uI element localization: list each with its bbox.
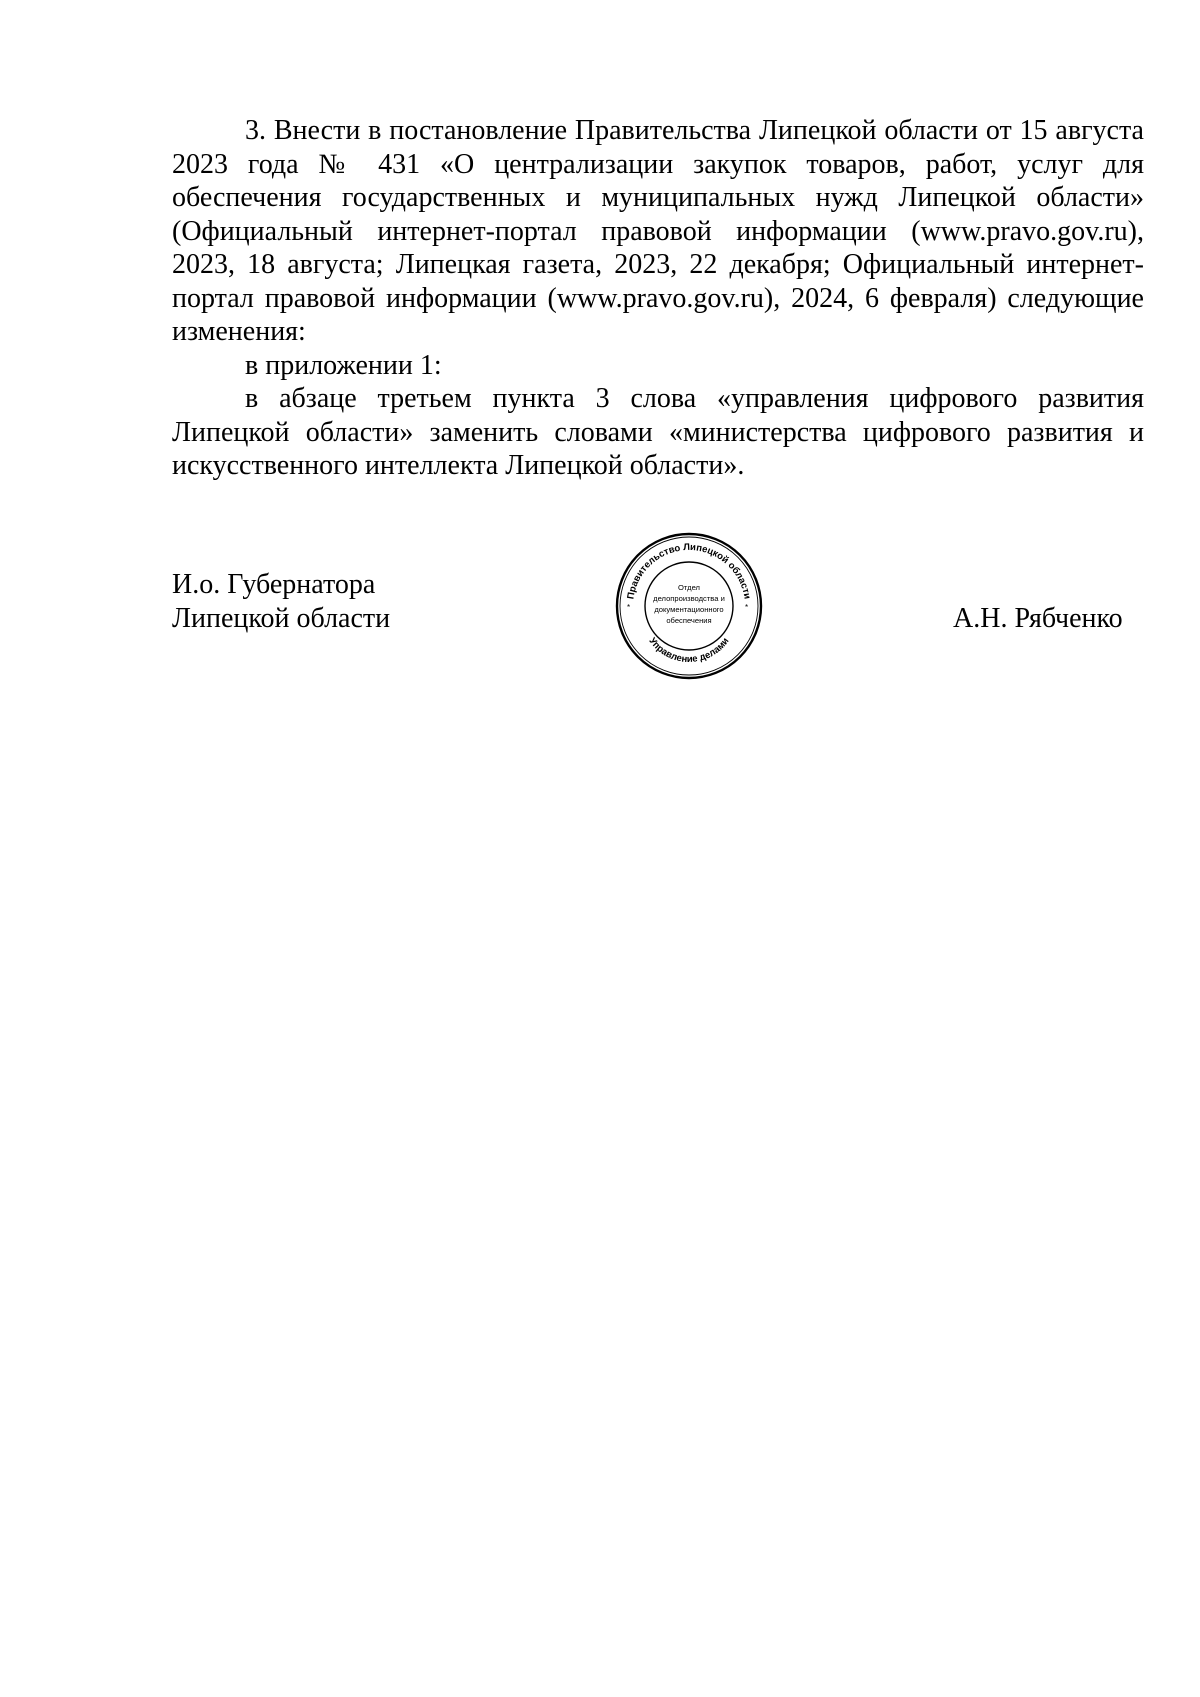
paragraph-amendment: 3. Внести в постановление Правительства Липецкой области от 15 августа 2023 года № 431 «О централизации закупок товаров, работ, услуг для обеспечения государственных и муниципальных нужд Липецкой области» (Официальный интернет-портал правовой информации (www.pravo.gov.ru), 2023, 18 августа; Липецкая газета, 2023, 22 декабря; Официальный интернет-портал правовой информации (www.pravo.gov.ru), 2024, 6 февраля) следующие изменения: bbox=[172, 115, 1144, 347]
signatory-position-line2: Липецкой области bbox=[172, 602, 391, 634]
stamp-bottom-text: Управление делами bbox=[646, 635, 732, 666]
signatory-position bbox=[172, 568, 390, 635]
official-stamp bbox=[613, 530, 765, 682]
signatory-position-line1: И.о. Губернатора bbox=[172, 569, 376, 600]
stamp-center-line2: делопроизводства и bbox=[653, 594, 725, 603]
document-body bbox=[172, 114, 1144, 483]
paragraph-appendix: в приложении 1: bbox=[245, 349, 442, 381]
svg-text:*: * bbox=[627, 603, 631, 612]
stamp-center-line3: документационного bbox=[654, 605, 724, 614]
signatory-name: А.Н. Рябченко bbox=[953, 603, 1123, 634]
svg-text:*: * bbox=[745, 603, 749, 612]
stamp-center-line4: обеспечения bbox=[666, 616, 712, 625]
stamp-outer-text: Правительство Липецкой области bbox=[625, 541, 753, 600]
stamp-center-line1: Отдел bbox=[678, 583, 700, 592]
paragraph-replacement: в абзаце третьем пункта 3 слова «управления цифрового развития Липецкой области» заменить словами «министерства цифрового развития и искусственного интеллекта Липецкой области». bbox=[172, 383, 1144, 481]
